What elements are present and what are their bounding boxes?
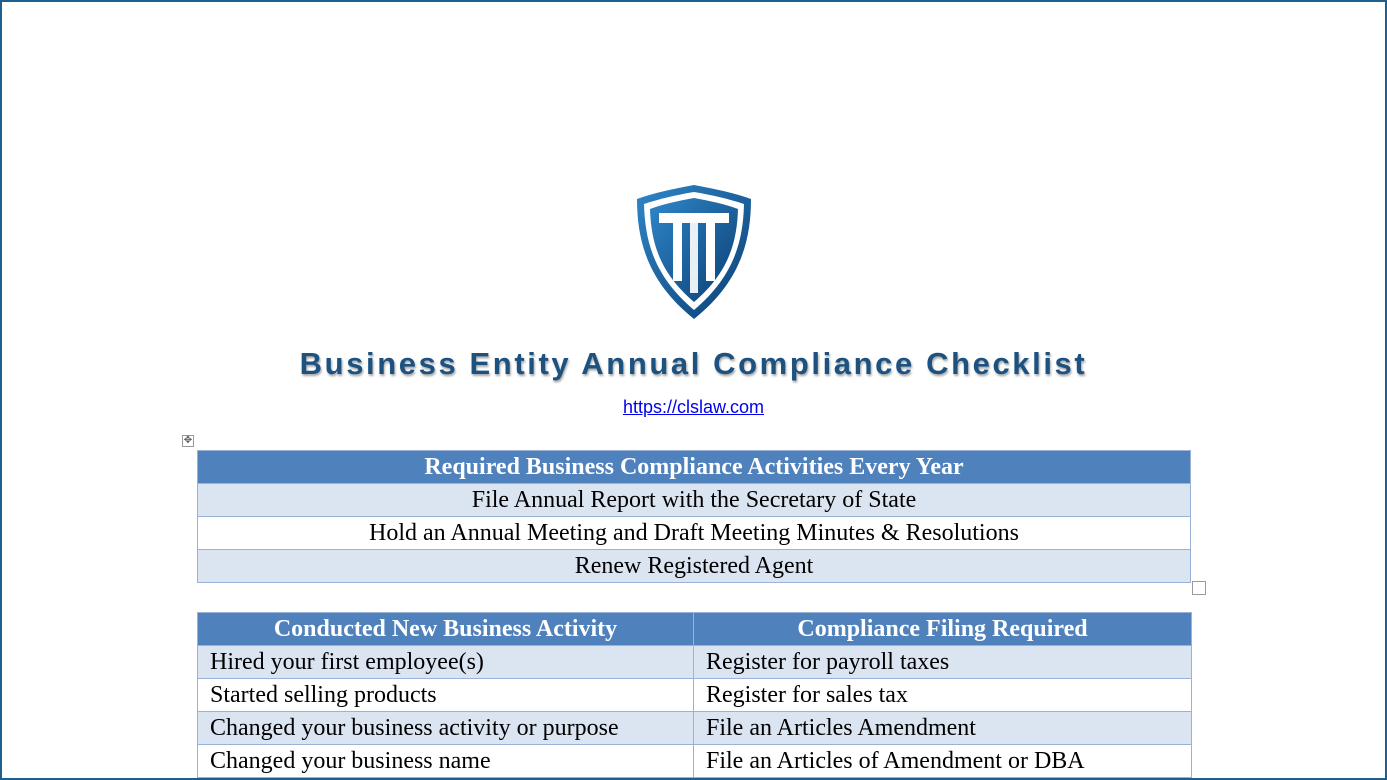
filing-cell: File an Articles of Amendment or DBA [694,745,1192,778]
website-link[interactable]: https://clslaw.com [622,397,765,417]
shield-logo-icon [635,183,753,321]
filing-column-header: Compliance Filing Required [694,613,1192,646]
filing-cell: File an Articles Amendment [694,712,1192,745]
activity-cell: Changed your business name [198,745,694,778]
annual-activity-cell: File Annual Report with the Secretary of State [198,484,1191,517]
table-row [198,646,1192,679]
table-row [198,712,1192,745]
document-title: Business Entity Annual Compliance Checklist [299,346,1088,381]
activity-cell: Changed your business activity or purpose [198,712,694,745]
activity-column-header: Conducted New Business Activity [198,613,694,646]
annual-table-header: Required Business Compliance Activities Every Year [198,451,1191,484]
table-row [198,484,1191,517]
activity-cell: Hired your first employee(s) [198,646,694,679]
table-move-handle-icon[interactable]: ✥ [183,435,193,446]
business-activity-table [197,612,1192,778]
table-resize-handle[interactable] [1192,581,1206,595]
table-row [198,745,1192,778]
table-row [198,679,1192,712]
annual-activity-cell: Renew Registered Agent [198,550,1191,583]
activity-cell: Started selling products [198,679,694,712]
filing-cell: Register for payroll taxes [694,646,1192,679]
annual-compliance-table [197,450,1191,583]
table-row [198,550,1191,583]
annual-activity-cell: Hold an Annual Meeting and Draft Meeting Minutes & Resolutions [198,517,1191,550]
filing-cell: Register for sales tax [694,679,1192,712]
table-row [198,517,1191,550]
